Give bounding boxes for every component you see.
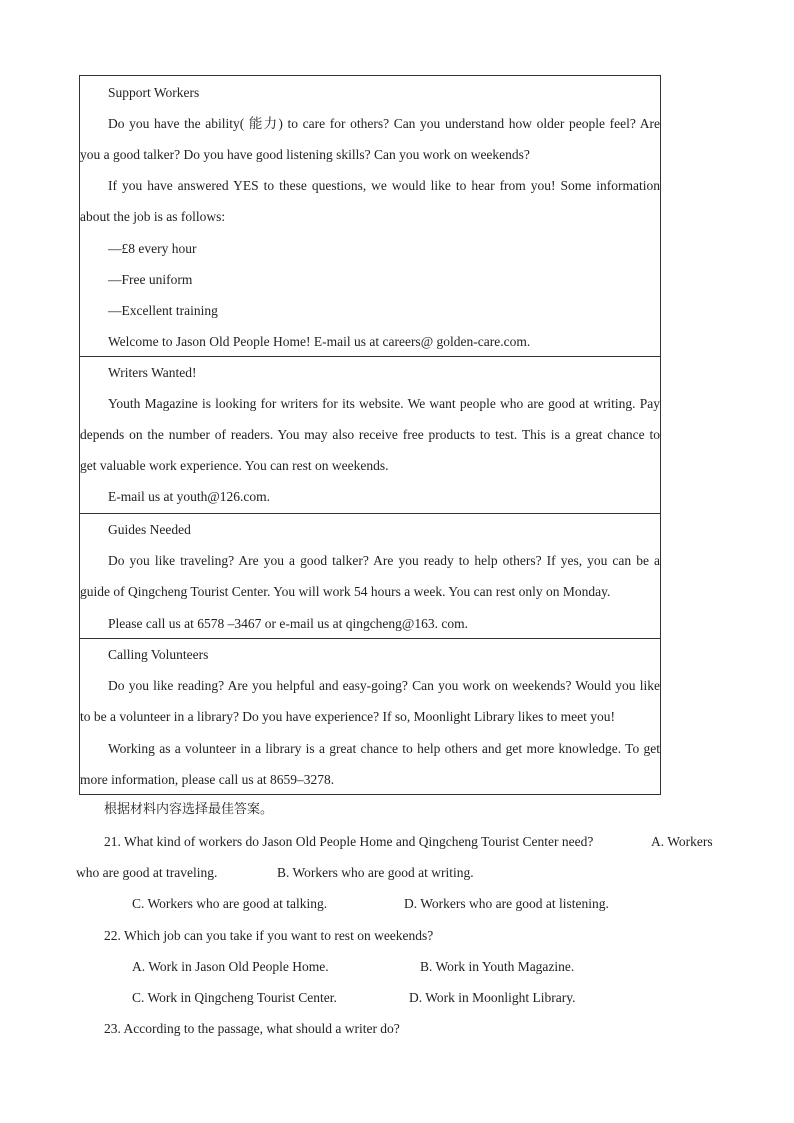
ad-text-line: you a good talker? Do you have good listening skills? Can you work on weekends? [80,147,530,162]
ad-title: Support Workers [108,85,200,100]
ad-list-item: —Excellent training [108,303,218,318]
ad-text-line: get valuable work experience. You can rest on weekends. [80,458,389,473]
option-21-a-part: A. Workers [651,834,713,849]
ad-box-calling-volunteers [79,638,661,795]
question-23-stem: 23. According to the passage, what should a writer do? [104,1021,400,1036]
question-21-stem: 21. What kind of workers do Jason Old People Home and Qingcheng Tourist Center need? [104,834,594,849]
instruction-text: 根据材料内容选择最佳答案。 [104,802,274,817]
ad-text-line: guide of Qingcheng Tourist Center. You will work 54 hours a week. You can rest only on Monday. [80,584,611,599]
ad-box-guides-needed [79,513,661,639]
ad-text-line: to be a volunteer in a library? Do you have experience? If so, Moonlight Library likes to meet you! [80,709,615,724]
ad-contact: Please call us at 6578 –3467 or e-mail us at qingcheng@163. com. [108,616,468,631]
ad-title: Guides Needed [108,522,191,537]
ad-title: Calling Volunteers [108,647,209,662]
ad-contact: E-mail us at youth@126.com. [108,489,271,504]
ad-title: Writers Wanted! [108,365,197,380]
ad-text-line: more information, please call us at 8659–3278. [80,772,335,787]
ad-contact: Welcome to Jason Old People Home! E-mail us at careers@ golden-care.com. [108,334,531,349]
ad-text-line: about the job is as follows: [80,209,226,224]
option-21-a-cont: who are good at traveling. [76,865,218,880]
ad-text-line: Do you like reading? Are you helpful and easy-going? Can you work on weekends? Would you like [108,678,660,693]
ad-box-writers-wanted [79,356,661,514]
option-22-c[interactable]: C. Work in Qingcheng Tourist Center. [132,990,337,1005]
ad-text-line: Do you like traveling? Are you a good talker? Are you ready to help others? If yes, you can be a [108,553,660,568]
option-21-d[interactable]: D. Workers who are good at listening. [404,896,609,911]
option-22-b[interactable]: B. Work in Youth Magazine. [420,959,575,974]
option-21-c[interactable]: C. Workers who are good at talking. [132,896,328,911]
ad-text-line: Working as a volunteer in a library is a great chance to help others and get more knowledge. To get [108,741,660,756]
ad-list-item: —£8 every hour [108,241,197,256]
option-22-d[interactable]: D. Work in Moonlight Library. [409,990,576,1005]
option-21-b[interactable]: B. Workers who are good at writing. [277,865,474,880]
ad-list-item: —Free uniform [108,272,193,287]
ad-text-line: depends on the number of readers. You may also receive free products to test. This is a great chance to [80,427,660,442]
question-22-stem: 22. Which job can you take if you want to rest on weekends? [104,928,434,943]
ad-text-line: If you have answered YES to these questions, we would like to hear from you! Some information [108,178,660,193]
option-22-a[interactable]: A. Work in Jason Old People Home. [132,959,329,974]
ad-text-line: Do you have the ability( 能力) to care for others? Can you understand how older people feel? Are [108,116,660,131]
ad-text-line: Youth Magazine is looking for writers for its website. We want people who are good at writing. Pay [108,396,660,411]
ad-box-support-workers [79,75,661,357]
